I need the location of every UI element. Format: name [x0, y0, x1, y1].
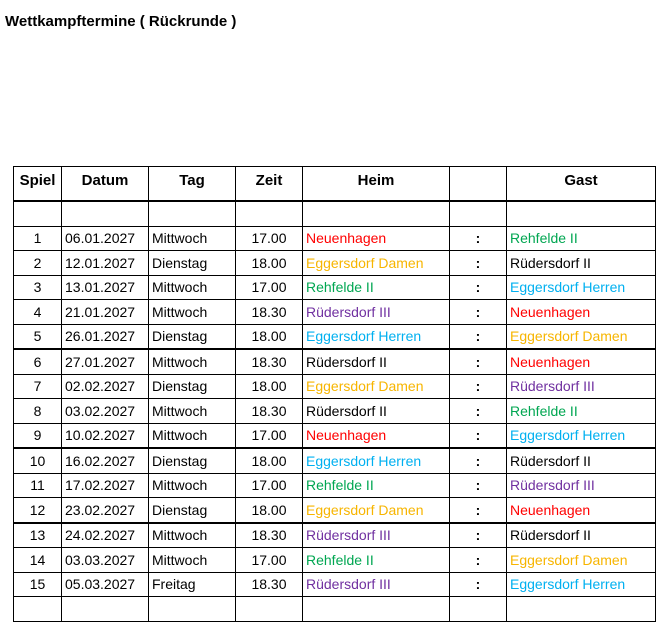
- zeit-cell: 18.00: [236, 448, 303, 473]
- tag-cell: Dienstag: [149, 324, 236, 349]
- separator-cell: :: [450, 473, 507, 498]
- datum-cell: 12.01.2027: [62, 251, 149, 276]
- spiel-cell: 12: [14, 498, 62, 523]
- gast-cell: Rüdersdorf III: [507, 374, 656, 399]
- zeit-cell: 17.00: [236, 275, 303, 300]
- table-row: [14, 423, 656, 448]
- gast-cell: Rehfelde II: [507, 226, 656, 251]
- spiel-cell: 11: [14, 473, 62, 498]
- heim-cell: Rüdersdorf III: [303, 300, 450, 325]
- table-row: [14, 374, 656, 399]
- heim-cell: Eggersdorf Herren: [303, 448, 450, 473]
- zeit-cell: 18.00: [236, 498, 303, 523]
- spiel-cell: 15: [14, 572, 62, 597]
- heim-cell: Rehfelde II: [303, 473, 450, 498]
- datum-cell: 06.01.2027: [62, 226, 149, 251]
- gast-cell: Neuenhagen: [507, 300, 656, 325]
- zeit-cell: 17.00: [236, 548, 303, 573]
- table-row: [14, 399, 656, 424]
- datum-cell: 24.02.2027: [62, 523, 149, 548]
- gast-cell: Eggersdorf Herren: [507, 275, 656, 300]
- tag-cell: Dienstag: [149, 374, 236, 399]
- tag-cell: Mittwoch: [149, 300, 236, 325]
- tag-cell: Mittwoch: [149, 473, 236, 498]
- datum-cell: 03.03.2027: [62, 548, 149, 573]
- spiel-cell: 8: [14, 399, 62, 424]
- separator-cell: :: [450, 423, 507, 448]
- spiel-cell: 3: [14, 275, 62, 300]
- separator-cell: :: [450, 324, 507, 349]
- table-row: [14, 523, 656, 548]
- zeit-cell: 18.00: [236, 324, 303, 349]
- tag-cell: Mittwoch: [149, 399, 236, 424]
- empty-row-top: [14, 201, 656, 227]
- empty-row-bottom: [14, 597, 656, 622]
- heim-cell: Eggersdorf Herren: [303, 324, 450, 349]
- spiel-cell: 5: [14, 324, 62, 349]
- separator-cell: :: [450, 523, 507, 548]
- gast-cell: Rüdersdorf II: [507, 448, 656, 473]
- gast-cell: Neuenhagen: [507, 349, 656, 374]
- heim-cell: Rehfelde II: [303, 275, 450, 300]
- table-row: [14, 300, 656, 325]
- gast-cell: Rüdersdorf II: [507, 523, 656, 548]
- zeit-cell: 17.00: [236, 423, 303, 448]
- spiel-cell: 13: [14, 523, 62, 548]
- table-header-row: [14, 167, 656, 201]
- header-separator: [450, 167, 507, 201]
- separator-cell: :: [450, 374, 507, 399]
- datum-cell: 02.02.2027: [62, 374, 149, 399]
- table-row: [14, 548, 656, 573]
- heim-cell: Rüdersdorf II: [303, 399, 450, 424]
- zeit-cell: 17.00: [236, 473, 303, 498]
- datum-cell: 10.02.2027: [62, 423, 149, 448]
- header-tag: Tag: [149, 167, 236, 201]
- datum-cell: 05.03.2027: [62, 572, 149, 597]
- separator-cell: :: [450, 275, 507, 300]
- tag-cell: Mittwoch: [149, 349, 236, 374]
- separator-cell: :: [450, 448, 507, 473]
- schedule-table: [13, 166, 656, 622]
- tag-cell: Dienstag: [149, 448, 236, 473]
- heim-cell: Eggersdorf Damen: [303, 374, 450, 399]
- heim-cell: Eggersdorf Damen: [303, 498, 450, 523]
- header-spiel: Spiel: [14, 167, 62, 201]
- zeit-cell: 18.30: [236, 523, 303, 548]
- header-gast: Gast: [507, 167, 656, 201]
- gast-cell: Rüdersdorf III: [507, 473, 656, 498]
- datum-cell: 16.02.2027: [62, 448, 149, 473]
- table-row: [14, 448, 656, 473]
- spiel-cell: 2: [14, 251, 62, 276]
- heim-cell: Rehfelde II: [303, 548, 450, 573]
- separator-cell: :: [450, 548, 507, 573]
- spiel-cell: 9: [14, 423, 62, 448]
- separator-cell: :: [450, 498, 507, 523]
- separator-cell: :: [450, 251, 507, 276]
- gast-cell: Eggersdorf Damen: [507, 324, 656, 349]
- header-zeit: Zeit: [236, 167, 303, 201]
- gast-cell: Rehfelde II: [507, 399, 656, 424]
- datum-cell: 21.01.2027: [62, 300, 149, 325]
- tag-cell: Mittwoch: [149, 226, 236, 251]
- zeit-cell: 18.30: [236, 572, 303, 597]
- zeit-cell: 17.00: [236, 226, 303, 251]
- header-heim: Heim: [303, 167, 450, 201]
- separator-cell: :: [450, 349, 507, 374]
- heim-cell: Eggersdorf Damen: [303, 251, 450, 276]
- header-datum: Datum: [62, 167, 149, 201]
- separator-cell: :: [450, 399, 507, 424]
- tag-cell: Mittwoch: [149, 523, 236, 548]
- table-row: [14, 275, 656, 300]
- gast-cell: Eggersdorf Herren: [507, 572, 656, 597]
- table-row: [14, 349, 656, 374]
- datum-cell: 17.02.2027: [62, 473, 149, 498]
- datum-cell: 23.02.2027: [62, 498, 149, 523]
- zeit-cell: 18.30: [236, 399, 303, 424]
- gast-cell: Rüdersdorf II: [507, 251, 656, 276]
- separator-cell: :: [450, 226, 507, 251]
- spiel-cell: 1: [14, 226, 62, 251]
- datum-cell: 03.02.2027: [62, 399, 149, 424]
- tag-cell: Freitag: [149, 572, 236, 597]
- table-row: [14, 498, 656, 523]
- table-row: [14, 572, 656, 597]
- separator-cell: :: [450, 572, 507, 597]
- zeit-cell: 18.30: [236, 349, 303, 374]
- tag-cell: Mittwoch: [149, 275, 236, 300]
- spiel-cell: 7: [14, 374, 62, 399]
- tag-cell: Mittwoch: [149, 423, 236, 448]
- zeit-cell: 18.30: [236, 300, 303, 325]
- heim-cell: Rüdersdorf III: [303, 523, 450, 548]
- datum-cell: 13.01.2027: [62, 275, 149, 300]
- datum-cell: 26.01.2027: [62, 324, 149, 349]
- heim-cell: Rüdersdorf III: [303, 572, 450, 597]
- table-row: [14, 251, 656, 276]
- tag-cell: Dienstag: [149, 251, 236, 276]
- spiel-cell: 6: [14, 349, 62, 374]
- datum-cell: 27.01.2027: [62, 349, 149, 374]
- spiel-cell: 14: [14, 548, 62, 573]
- gast-cell: Eggersdorf Herren: [507, 423, 656, 448]
- table-row: [14, 473, 656, 498]
- gast-cell: Neuenhagen: [507, 498, 656, 523]
- table-row: [14, 324, 656, 349]
- table-row: [14, 226, 656, 251]
- zeit-cell: 18.00: [236, 251, 303, 276]
- heim-cell: Neuenhagen: [303, 226, 450, 251]
- page-title: Wettkampftermine ( Rückrunde ): [5, 13, 237, 30]
- tag-cell: Dienstag: [149, 498, 236, 523]
- heim-cell: Neuenhagen: [303, 423, 450, 448]
- separator-cell: :: [450, 300, 507, 325]
- spiel-cell: 4: [14, 300, 62, 325]
- tag-cell: Mittwoch: [149, 548, 236, 573]
- spiel-cell: 10: [14, 448, 62, 473]
- zeit-cell: 18.00: [236, 374, 303, 399]
- heim-cell: Rüdersdorf II: [303, 349, 450, 374]
- gast-cell: Eggersdorf Damen: [507, 548, 656, 573]
